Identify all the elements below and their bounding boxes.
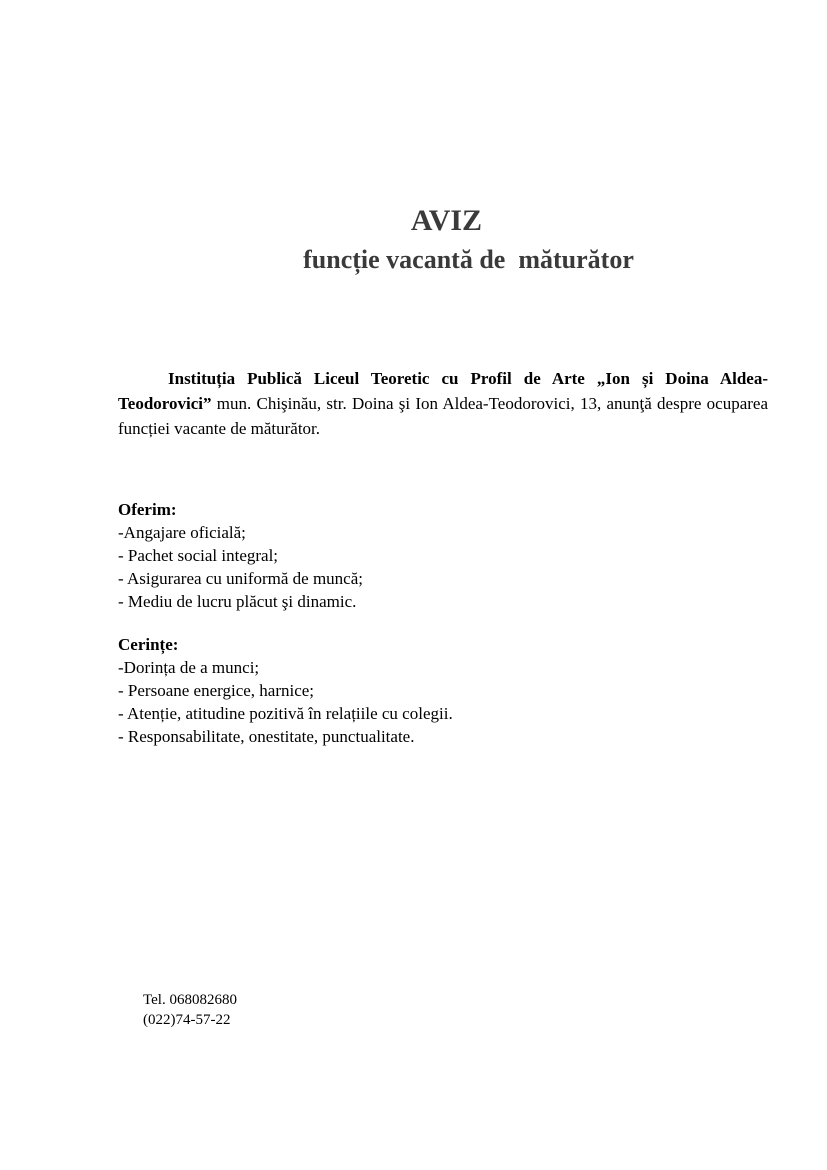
requirements-heading: Cerințe:: [118, 635, 179, 654]
phone-number-landline: (022)74-57-22: [143, 1012, 231, 1028]
page-subtitle: funcție vacantă de măturător: [303, 245, 634, 274]
list-item: - Responsabilitate, onestitate, punctualitate.: [118, 727, 415, 746]
phone-number: Tel. 068082680: [143, 992, 237, 1008]
list-item: - Mediu de lucru plăcut şi dinamic.: [118, 592, 357, 611]
offer-heading: Oferim:: [118, 500, 177, 519]
list-item: - Asigurarea cu uniformă de muncă;: [118, 569, 363, 588]
intro-text: mun. Chişinău, str. Doina şi Ion Aldea-Teodorovici, 13, anunţă despre ocuparea funcției vacante de măturător.: [118, 394, 768, 438]
list-item: - Pachet social integral;: [118, 546, 279, 565]
list-item: -Angajare oficială;: [118, 523, 246, 542]
offer-list: [118, 521, 768, 613]
contact-block: [143, 990, 237, 1030]
list-item: -Dorința de a munci;: [118, 658, 260, 677]
institution-name: Instituția Publică Liceul Teoretic cu Profil de Arte „Ion și Doina Aldea-Teodorovici”: [118, 369, 768, 413]
intro-paragraph: [118, 366, 768, 441]
requirements-section: [118, 633, 768, 748]
requirements-list: [118, 656, 768, 748]
list-item: - Persoane energice, harnice;: [118, 681, 315, 700]
offer-section: [118, 498, 768, 613]
page-title: AVIZ: [410, 204, 483, 237]
list-item: - Atenție, atitudine pozitivă în relațiile cu colegii.: [118, 704, 453, 723]
